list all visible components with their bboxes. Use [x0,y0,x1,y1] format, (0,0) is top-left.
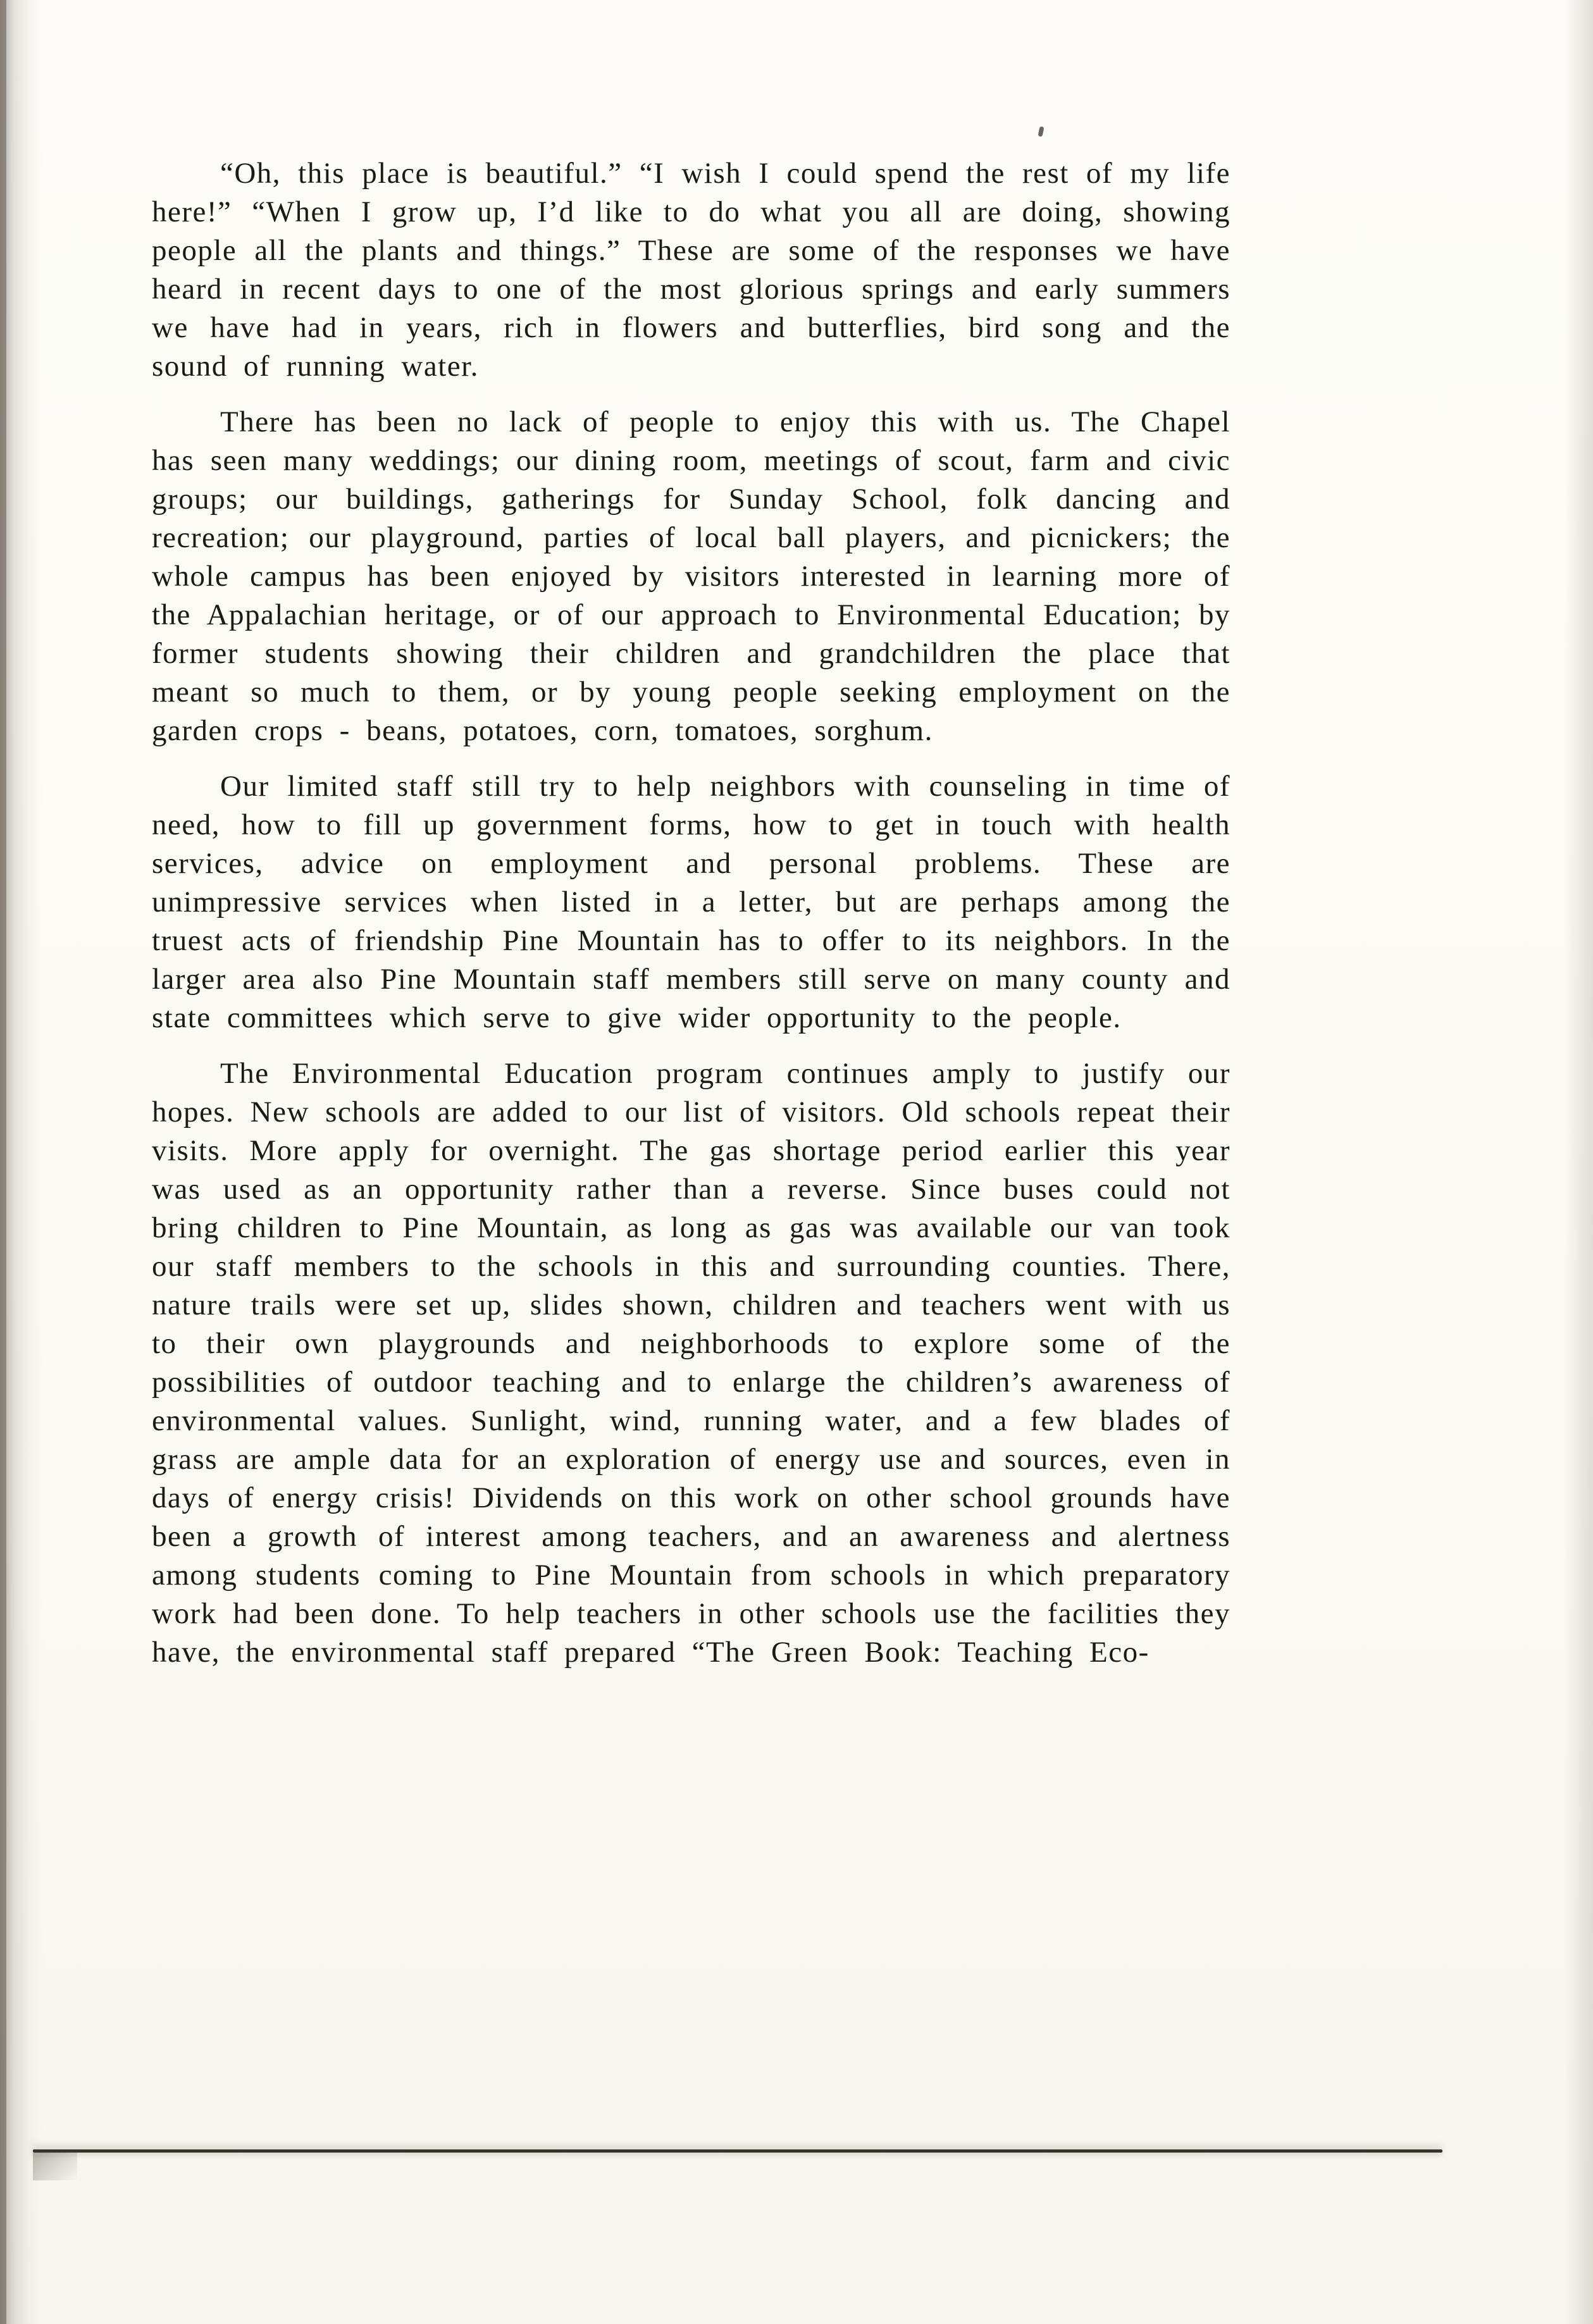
scan-edge-shadow-left [0,0,42,2324]
paragraph-quotes-intro: “Oh, this place is beautiful.” “I wish I could spend the rest of my life here!” “When I grow up, I’d like to do what you all are doing, showing people all the plants and things.” These are some of the responses we have heard in recent days to one of the most glorious springs and early summers we have had in years, rich in flowers and butterflies, bird song and the sound of running water. [152,157,1230,383]
scan-edge-shadow-right [1564,0,1593,2324]
paragraph-staff-counseling: Our limited staff still try to help neighbors with counseling in time of need, how to fill up government forms, how to get in touch with health services, advice on employment and personal problems. These are unimpressive services when listed in a letter, but are perhaps among the truest acts of friendship Pine Mountain has to offer to its neighbors. In the larger area also Pine Mountain staff members still serve on many county and state committees which serve to give wider opportunity to the people. [152,770,1230,1034]
scan-page-edge-left [0,0,6,2324]
scan-fold-line [33,2149,1442,2153]
scan-fold-corner-shadow [33,2153,77,2180]
paragraph-campus-visitors: There has been no lack of people to enjoy this with us. The Chapel has seen many weddings; our dining room, meetings of scout, farm and civic groups; our buildings, gatherings for Sunday School, folk dancing and recreation; our playground, parties of local ball players, and picnickers; the whole campus has been enjoyed by visitors interested in learning more of the Appalachian heritage, or of our approach to Environmental Education; by former students showing their children and grandchildren the place that meant so much to them, or by young people seeking employment on the garden crops - beans, potatoes, corn, tomatoes, sorghum. [152,405,1230,747]
scan-ink-speck [1038,126,1044,137]
letter-body [152,154,1230,1689]
paragraph-environmental-education: The Environmental Education program continues amply to justify our hopes. New schools are added to our list of visitors. Old schools repeat their visits. More apply for overnight. The gas shortage period earlier this year was used as an opportunity rather than a reverse. Since buses could not bring children to Pine Mountain, as long as gas was available our van took our staff members to the schools in this and surrounding counties. There, nature trails were set up, slides shown, children and teachers went with us to their own playgrounds and neighborhoods to explore some of the possibilities of outdoor teaching and to enlarge the children’s awareness of environmental values. Sunlight, wind, running water, and a few blades of grass are ample data for an exploration of energy use and sources, even in days of energy crisis! Dividends on this work on other school grounds have been a growth of interest among teachers, and an awareness and alertness among students coming to Pine Mountain from schools in which preparatory work had been done. To help teachers in other schools use the facilities they have, the environmental staff prepared “The Green Book: Teaching Eco- [152,1057,1230,1669]
